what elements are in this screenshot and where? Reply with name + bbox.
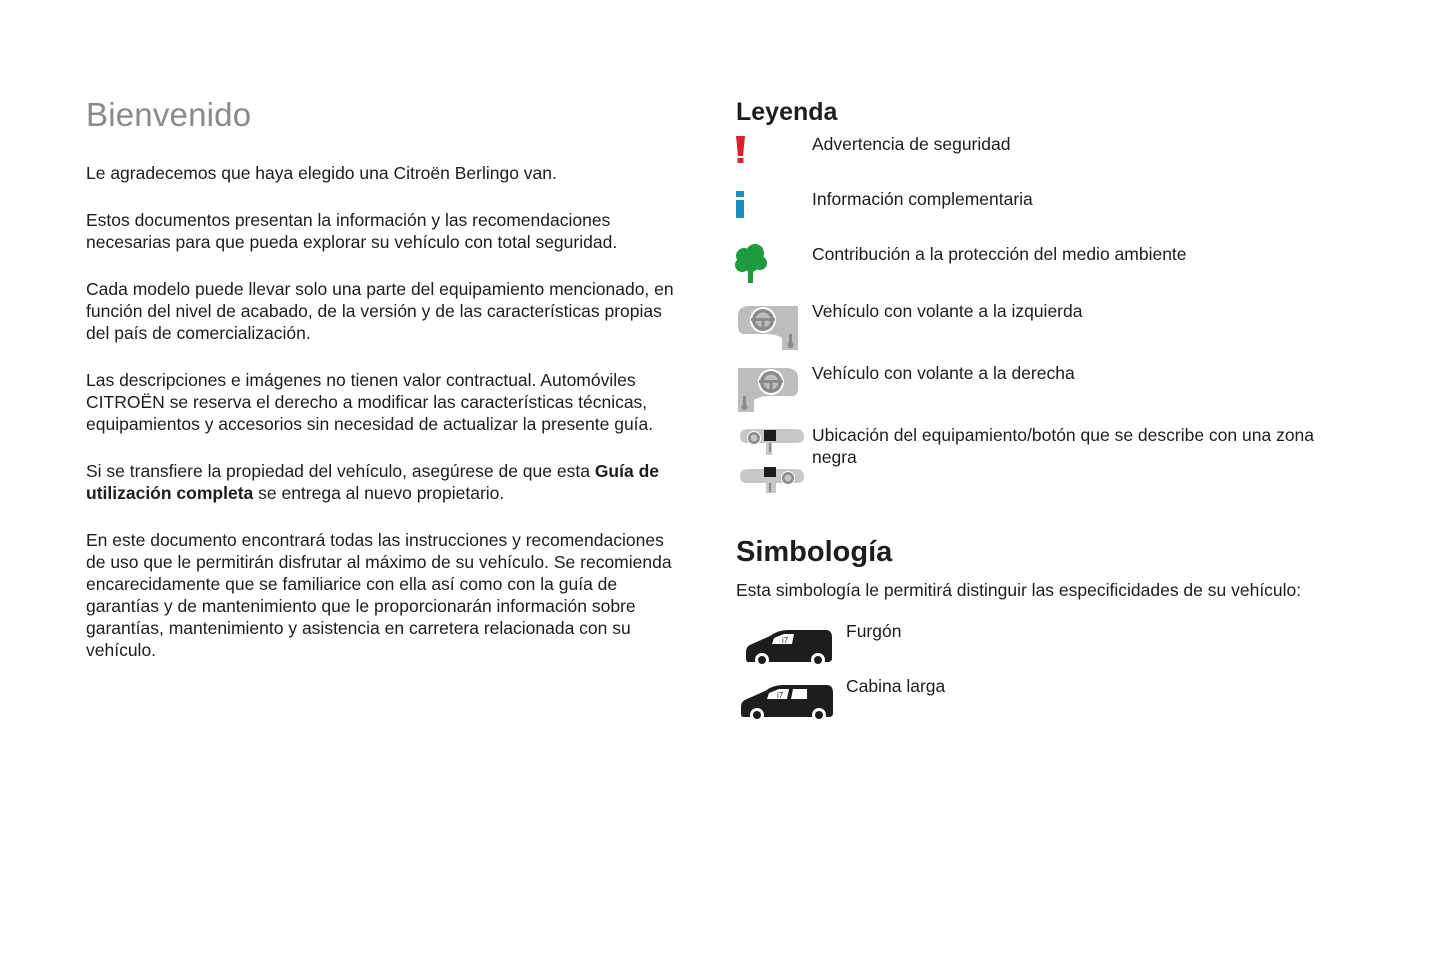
svg-text:i7: i7 [782,636,789,645]
transfer-text-end: se entrega al nuevo propietario. [253,483,505,503]
paragraph-documents: Estos documentos presentan la información y las recomendaciones necesarias para que pueda explorar su vehículo con total seguridad. [86,210,618,252]
legend-item-lhd: Vehículo con volante a la izquierda [812,301,1083,321]
legend-title: Leyenda [736,98,838,126]
symbol-item-crew-cab: Cabina larga [846,676,946,696]
page-title: Bienvenido [86,96,252,133]
svg-text:i7: i7 [777,691,784,700]
van-icon [744,626,836,668]
symbols-title: Simbología [736,536,893,568]
paragraph-thanks: Le agradecemos que haya elegido una Citroën Berlingo van. [86,163,557,183]
guide-name: Guía de utilización completa [86,461,659,503]
legend-item-location: Ubicación del equipamiento/botón que se describe con una zona negra [812,425,1315,467]
welcome-text [86,162,686,686]
legend-item-info: Información complementaria [812,189,1033,209]
paragraph-transfer [86,460,686,504]
paragraph-instructions: En este documento encontrará todas las instrucciones y recomendaciones de uso que le permitirán disfrutar al máximo de su vehículo. Se recomienda encarecidamente que se familiarice con ella así como con la guía de garantías y de mantenimiento que le proporcionarán información sobre garantías, mantenimiento y asistencia en carretera relacionada con su vehículo. [86,530,672,660]
paragraph-equipment: Cada modelo puede llevar solo una parte del equipamiento mencionado, en función del nivel de acabado, de la versión y de las características propias del país de comercialización. [86,279,674,343]
legend-item-warning: Advertencia de seguridad [812,134,1011,154]
right-hand-drive-icon [736,364,800,414]
symbol-item-van: Furgón [846,621,902,641]
tree-icon [734,244,768,284]
paragraph-descriptions: Las descripciones e imágenes no tienen valor contractual. Automóviles CITROËN se reserva el derecho a modificar las características técnicas, equipamientos y accesorios sin necesidad de actualizar la presente guía. [86,370,654,434]
location-icon [736,427,806,497]
warning-icon [733,136,749,164]
legend-item-rhd: Vehículo con volante a la derecha [812,363,1075,383]
symbols-intro: Esta simbología le permitirá distinguir las especificidades de su vehículo: [736,580,1302,600]
crew-cab-icon [739,681,837,723]
info-icon [734,191,748,219]
transfer-text-start: Si se transfiere la propiedad del vehículo, asegúrese de que esta [86,461,595,481]
legend-item-eco: Contribución a la protección del medio ambiente [812,244,1187,264]
left-hand-drive-icon [736,302,800,352]
